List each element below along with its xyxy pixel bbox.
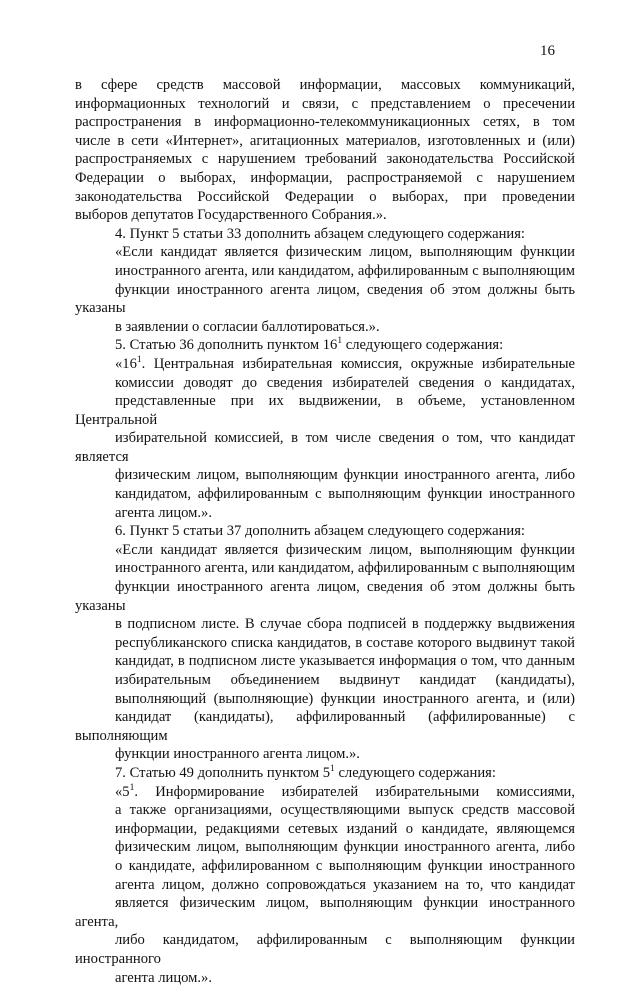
- paragraph: [75, 783, 575, 987]
- text-line: информационных технологий и связи, с представлением о пресечении: [75, 95, 575, 114]
- text-line: является физическим лицом, выполняющим функции иностранного агента,: [75, 894, 575, 931]
- text-line: функции иностранного агента лицом, сведения об этом должны быть указаны: [75, 578, 575, 615]
- paragraph: [75, 243, 575, 336]
- text-line: выборов депутатов Государственного Собрания.».: [75, 206, 575, 225]
- text-line: физическим лицом, выполняющим функции иностранного агента, либо: [75, 838, 575, 857]
- text-line: кандидат (кандидаты), аффилированный (аффилированные) с выполняющим: [75, 708, 575, 745]
- paragraph: [75, 225, 575, 244]
- text-line: «$16^1$. Центральная избирательная комиссия, окружные избирательные: [75, 355, 575, 374]
- paragraph: [75, 522, 575, 541]
- text-line: а также организациями, осуществляющими выпуск средств массовой: [75, 801, 575, 820]
- text-line: «$5^1$. Информирование избирателей избирательными комиссиями,: [75, 783, 575, 802]
- text-line: избирательным объединением выдвинут кандидат (кандидаты),: [75, 671, 575, 690]
- text-line: агента лицом.».: [75, 969, 575, 987]
- document-body: [75, 76, 575, 987]
- text-line: 6. Пункт 5 статьи 37 дополнить абзацем следующего содержания:: [75, 522, 575, 541]
- text-line: 4. Пункт 5 статьи 33 дополнить абзацем следующего содержания:: [75, 225, 575, 244]
- text-line: функции иностранного агента лицом.».: [75, 745, 575, 764]
- text-line: физическим лицом, выполняющим функции иностранного агента, либо: [75, 466, 575, 485]
- text-line: «Если кандидат является физическим лицом, выполняющим функции: [75, 243, 575, 262]
- text-line: «Если кандидат является физическим лицом, выполняющим функции: [75, 541, 575, 560]
- text-line: в заявлении о согласии баллотироваться.».: [75, 318, 575, 337]
- text-line: комиссии доводят до сведения избирателей сведения о кандидатах,: [75, 374, 575, 393]
- paragraph: [75, 336, 575, 355]
- text-line: представленные при их выдвижении, в объеме, установленном Центральной: [75, 392, 575, 429]
- paragraph: [75, 355, 575, 522]
- text-line: 7. Статью 49 дополнить пунктом $5^1$ следующего содержания:: [75, 764, 575, 783]
- text-line: агента лицом.».: [75, 504, 575, 523]
- text-line: выполняющий (выполняющие) функции иностранного агента, и (или): [75, 690, 575, 709]
- text-line: в подписном листе. В случае сбора подписей в поддержку выдвижения: [75, 615, 575, 634]
- text-line: информации, редакциями сетевых изданий о кандидате, являющемся: [75, 820, 575, 839]
- text-line: кандидатом, аффилированным с выполняющим функции иностранного: [75, 485, 575, 504]
- text-line: Федерации о выборах, информации, распространяемой с нарушением: [75, 169, 575, 188]
- text-line: либо кандидатом, аффилированным с выполняющим функции иностранного: [75, 931, 575, 968]
- text-line: функции иностранного агента лицом, сведения об этом должны быть указаны: [75, 281, 575, 318]
- text-line: распространения в информационно-телекоммуникационных сетях, в том: [75, 113, 575, 132]
- text-line: о кандидате, аффилированном с выполняющим функции иностранного: [75, 857, 575, 876]
- paragraph: [75, 541, 575, 764]
- text-line: в сфере средств массовой информации, массовых коммуникаций,: [75, 76, 575, 95]
- paragraph: [75, 76, 575, 225]
- text-line: кандидат, в подписном листе указывается информация о том, что данным: [75, 652, 575, 671]
- page-number: 16: [540, 42, 580, 60]
- text-line: агента лицом, должно сопровождаться указанием на то, что кандидат: [75, 876, 575, 895]
- text-line: законодательства Российской Федерации о выборах, при проведении: [75, 188, 575, 207]
- text-line: числе в сети «Интернет», агитационных материалов, изготовленных и (или): [75, 132, 575, 151]
- text-line: распространяемых с нарушением требований законодательства Российской: [75, 150, 575, 169]
- text-line: республиканского списка кандидатов, в составе которого выдвинут такой: [75, 634, 575, 653]
- text-line: иностранного агента, или кандидатом, аффилированным с выполняющим: [75, 559, 575, 578]
- text-line: 5. Статью 36 дополнить пунктом $16^1$ следующего содержания:: [75, 336, 575, 355]
- paragraph: [75, 764, 575, 783]
- text-line: избирательной комиссией, в том числе сведения о том, что кандидат является: [75, 429, 575, 466]
- text-line: иностранного агента, или кандидатом, аффилированным с выполняющим: [75, 262, 575, 281]
